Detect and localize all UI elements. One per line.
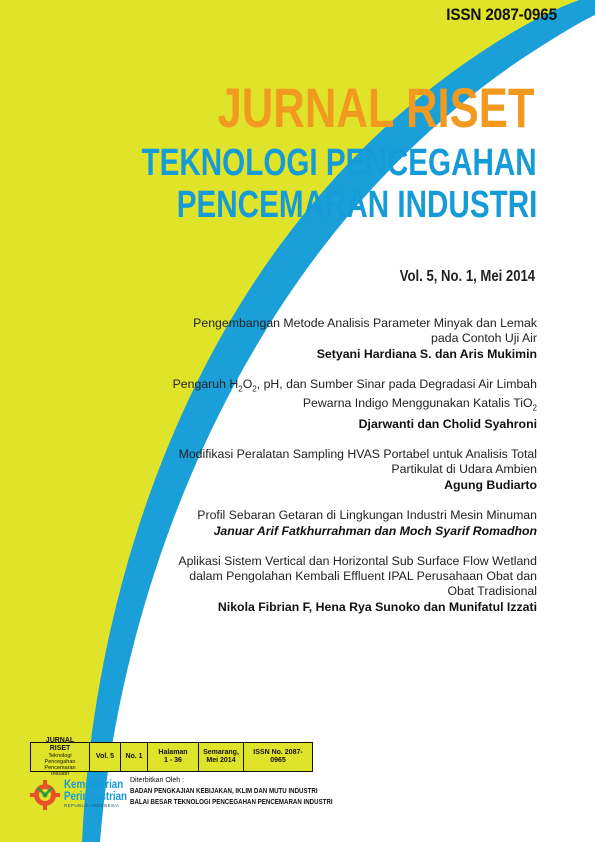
article-entry bbox=[117, 377, 537, 432]
ministry-gear-logo-icon bbox=[28, 778, 62, 812]
article-entry bbox=[117, 316, 537, 362]
citation-pages: Halaman 1 - 36 bbox=[148, 743, 199, 771]
article-authors: Agung Budiarto bbox=[444, 477, 537, 492]
article-entry bbox=[117, 508, 537, 539]
table-of-contents bbox=[117, 316, 537, 630]
article-title: Profil Sebaran Getaran di Lingkungan Industri Mesin Minuman bbox=[197, 507, 537, 522]
citation-number: No. 1 bbox=[121, 743, 148, 771]
citation-volume: Vol. 5 bbox=[90, 743, 121, 771]
citation-issn: ISSN No. 2087-0965 bbox=[253, 749, 303, 764]
article-title: Pengembangan Metode Analisis Parameter Minyak dan Lemak pada Contoh Uji Air bbox=[193, 316, 537, 345]
article-authors: Djarwanti dan Cholid Syahroni bbox=[358, 416, 537, 431]
ministry-name: Kementerian Perindustrian REPUBLIK INDONESIA bbox=[64, 779, 128, 808]
citation-journal: JURNAL RISET Teknologi Pencegahan Pencemaran Industri bbox=[31, 743, 90, 771]
citation-box bbox=[30, 737, 313, 777]
publisher-label: Diterbitkan Oleh : bbox=[130, 777, 185, 784]
publisher-line1: BADAN PENGKAJIAN KEBIJAKAN, IKLIM DAN MUTU INDUSTRI bbox=[130, 788, 318, 795]
publisher-line2: BALAI BESAR TEKNOLOGI PENCEGAHAN PENCEMARAN INDUSTRI bbox=[130, 799, 333, 806]
citation-date: Semarang, Mei 2014 bbox=[199, 743, 244, 771]
article-title: Modifikasi Peralatan Sampling HVAS Portabel untuk Analisis Total Partikulat di Udara Ambien bbox=[178, 446, 537, 476]
article-entry bbox=[117, 447, 537, 493]
article-authors: Setyani Hardiana S. dan Aris Mukimin bbox=[316, 347, 537, 361]
journal-title-line3: PENCEMARAN INDUSTRI bbox=[176, 184, 537, 226]
article-entry bbox=[117, 554, 537, 615]
article-authors: Nikola Fibrian F, Hena Rya Sunoko dan Munifatul Izzati bbox=[217, 599, 537, 614]
journal-title-line2: TEKNOLOGI PENCEGAHAN bbox=[141, 142, 537, 184]
publisher-info bbox=[130, 775, 360, 808]
issn-header: ISSN 2087-0965 bbox=[446, 5, 557, 24]
journal-title-main: JURNAL RISET bbox=[217, 76, 535, 139]
article-title: Pengaruh $H_2O_2$, pH, dan Sumber Sinar pada Degradasi Air Limbah Pewarna Indigo Menggunakan Katalis TiO$_2$ bbox=[172, 377, 537, 413]
article-title: Aplikasi Sistem Vertical dan Horizontal Sub Surface Flow Wetland dalam Pengolahan Kembali Effluent IPAL Perusahaan Obat dan Obat Tradisional bbox=[178, 553, 537, 598]
volume-info: Vol. 5, No. 1, Mei 2014 bbox=[399, 268, 535, 285]
article-authors: Januar Arif Fatkhurrahman dan Moch Syarif Romadhon bbox=[213, 523, 537, 538]
